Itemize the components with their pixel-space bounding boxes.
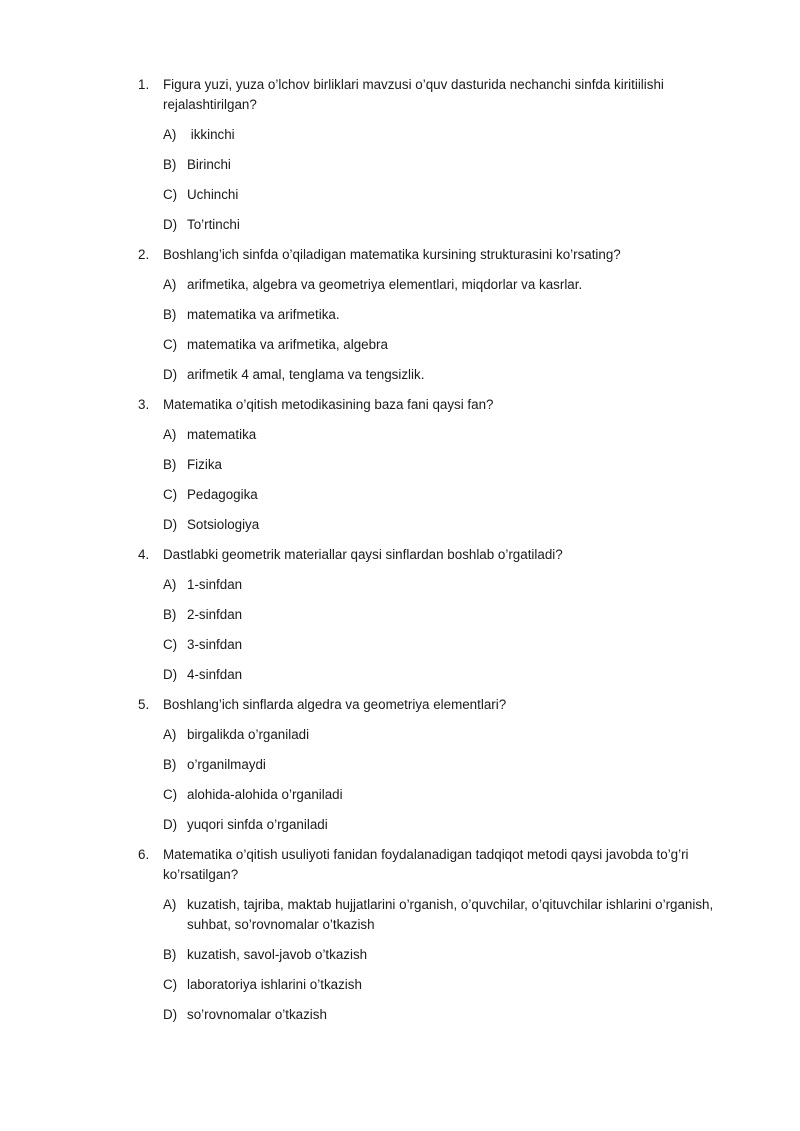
answer-option	[163, 665, 738, 685]
option-letter: B)	[163, 457, 177, 472]
option-letter: D)	[163, 517, 178, 532]
option-letter: A)	[163, 127, 177, 142]
question-item	[138, 695, 738, 835]
question-number: 6.	[138, 847, 150, 862]
question-row	[138, 545, 738, 565]
option-text: Uchinchi	[187, 187, 239, 202]
question-number: 2.	[138, 247, 150, 262]
option-text: Birinchi	[187, 157, 231, 172]
option-letter: C)	[163, 337, 178, 352]
question-text: Boshlang’ich sinfda o’qiladigan matematika kursining strukturasini ko’rsating?	[163, 247, 621, 262]
option-text: ikkinchi	[187, 127, 235, 142]
question-text: Boshlang’ich sinflarda algedra va geometriya elementlari?	[163, 697, 507, 712]
answer-option	[163, 365, 738, 385]
option-letter: C)	[163, 787, 178, 802]
answer-option	[163, 455, 738, 475]
option-letter: C)	[163, 487, 178, 502]
question-row	[138, 245, 738, 265]
answer-option	[163, 575, 738, 595]
option-text: To’rtinchi	[187, 217, 240, 232]
option-text: matematika va arifmetika.	[187, 307, 340, 322]
question-item	[138, 395, 738, 535]
option-text: alohida-alohida o’rganiladi	[187, 787, 343, 802]
option-letter: C)	[163, 977, 178, 992]
answer-option	[163, 125, 738, 145]
option-text: yuqori sinfda o’rganiladi	[187, 817, 328, 832]
answer-option	[163, 515, 738, 535]
option-text: kuzatish, tajriba, maktab hujjatlarini o’rganish, o’quvchilar, o’qituvchilar ishlarini o’rganish, suhbat, so’rovnomalar o’tkazish	[187, 897, 717, 932]
question-item	[138, 75, 738, 235]
question-text: Matematika o’qitish metodikasining baza fani qaysi fan?	[163, 397, 494, 412]
answer-option	[163, 185, 738, 205]
option-letter: B)	[163, 307, 177, 322]
answer-option	[163, 815, 738, 835]
option-letter: C)	[163, 187, 178, 202]
option-letter: A)	[163, 277, 177, 292]
option-letter: D)	[163, 1007, 178, 1022]
option-letter: B)	[163, 757, 177, 772]
question-row	[138, 845, 738, 885]
answer-option	[163, 1005, 738, 1025]
answer-option	[163, 275, 738, 295]
option-letter: D)	[163, 817, 178, 832]
question-list	[138, 75, 738, 1035]
option-letter: A)	[163, 577, 177, 592]
option-text: Sotsiologiya	[187, 517, 260, 532]
question-item	[138, 845, 738, 1025]
question-text: Dastlabki geometrik materiallar qaysi sinflardan boshlab o’rgatiladi?	[163, 547, 563, 562]
option-text: Pedagogika	[187, 487, 258, 502]
option-letter: B)	[163, 607, 177, 622]
question-row	[138, 395, 738, 415]
question-row	[138, 695, 738, 715]
option-text: matematika va arifmetika, algebra	[187, 337, 388, 352]
option-letter: D)	[163, 217, 178, 232]
answer-option	[163, 755, 738, 775]
question-item	[138, 545, 738, 685]
question-item	[138, 245, 738, 385]
option-text: laboratoriya ishlarini o’tkazish	[187, 977, 362, 992]
option-text: kuzatish, savol-javob o’tkazish	[187, 947, 368, 962]
option-text: arifmetik 4 amal, tenglama va tengsizlik.	[187, 367, 425, 382]
option-letter: A)	[163, 727, 177, 742]
question-text: Figura yuzi, yuza o’lchov birliklari mavzusi o’quv dasturida nechanchi sinfda kiritiilishi rejalashtirilgan?	[163, 77, 664, 112]
option-letter: D)	[163, 367, 178, 382]
answer-option	[163, 605, 738, 625]
option-letter: B)	[163, 157, 177, 172]
answer-option	[163, 155, 738, 175]
option-text: 2-sinfdan	[187, 607, 243, 622]
question-text: Matematika o’qitish usuliyoti fanidan foydalanadigan tadqiqot metodi qaysi javobda to’g’ri ko’rsatilgan?	[163, 847, 689, 882]
answer-option	[163, 785, 738, 805]
option-text: o’rganilmaydi	[187, 757, 266, 772]
answer-option	[163, 975, 738, 995]
option-letter: A)	[163, 427, 177, 442]
option-letter: A)	[163, 897, 177, 912]
option-text: Fizika	[187, 457, 222, 472]
option-text: arifmetika, algebra va geometriya elementlari, miqdorlar va kasrlar.	[187, 277, 583, 292]
option-letter: C)	[163, 637, 178, 652]
answer-option	[163, 725, 738, 745]
answer-option	[163, 425, 738, 445]
answer-option	[163, 635, 738, 655]
answer-option	[163, 485, 738, 505]
answer-option	[163, 895, 738, 935]
option-text: birgalikda o’rganiladi	[187, 727, 310, 742]
question-row	[138, 75, 738, 115]
question-number: 1.	[138, 77, 150, 92]
option-text: 1-sinfdan	[187, 577, 243, 592]
option-text: 4-sinfdan	[187, 667, 243, 682]
option-text: matematika	[187, 427, 257, 442]
question-number: 5.	[138, 697, 150, 712]
answer-option	[163, 215, 738, 235]
answer-option	[163, 945, 738, 965]
answer-option	[163, 335, 738, 355]
option-letter: D)	[163, 667, 178, 682]
option-text: so’rovnomalar o’tkazish	[187, 1007, 327, 1022]
question-number: 3.	[138, 397, 150, 412]
question-number: 4.	[138, 547, 150, 562]
option-text: 3-sinfdan	[187, 637, 243, 652]
answer-option	[163, 305, 738, 325]
option-letter: B)	[163, 947, 177, 962]
